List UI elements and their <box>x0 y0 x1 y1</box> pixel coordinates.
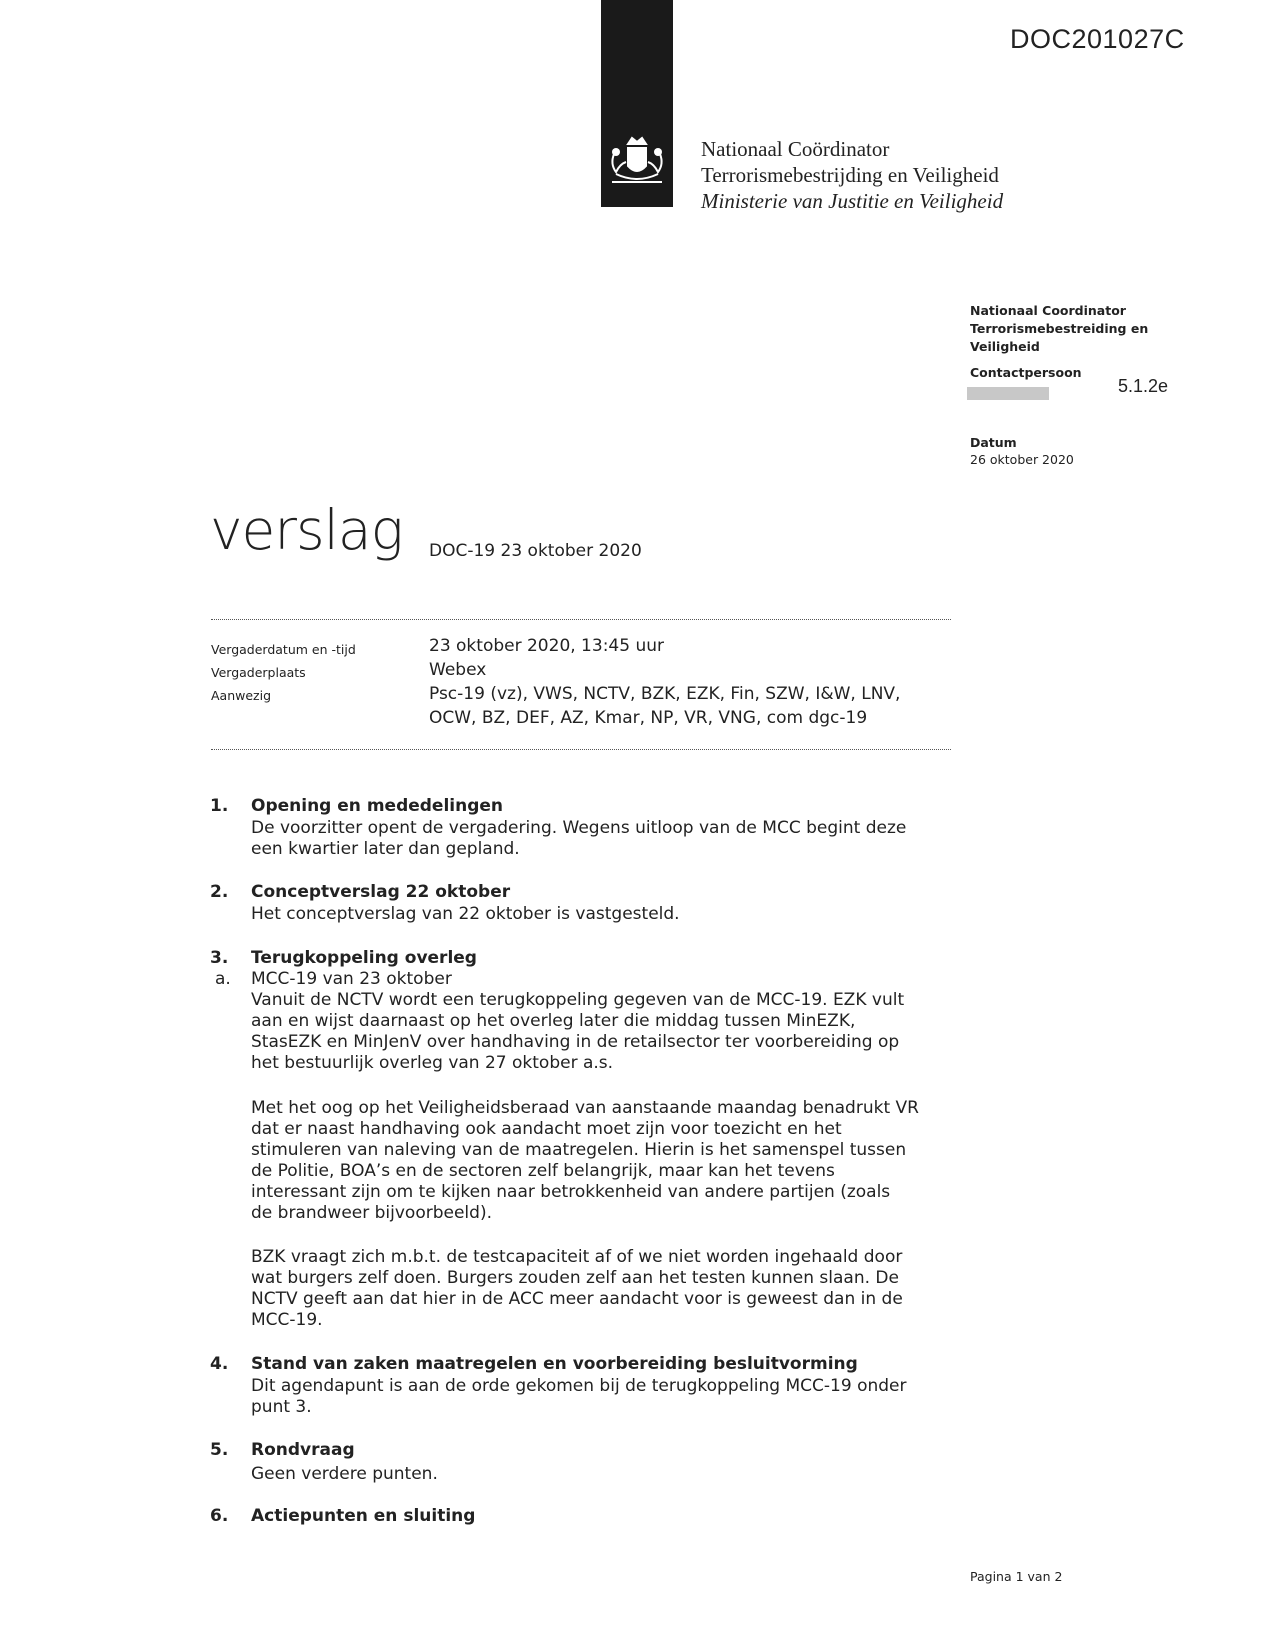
org-name-line2: Terrorismebestrijding en Veiligheid <box>701 163 999 187</box>
coat-of-arms-icon <box>604 134 670 194</box>
item-number: 4. <box>210 1354 229 1374</box>
paragraph-line: de Politie, BOA’s en de sectoren zelf belangrijk, maar kan het tevens <box>251 1161 835 1181</box>
paragraph-line: interessant zijn om te kijken naar betrokkenheid van andere partijen (zoals <box>251 1182 891 1202</box>
item-title-terugkoppeling: Terugkoppeling overleg <box>251 948 477 968</box>
org-name-line1: Nationaal Coördinator <box>701 137 890 161</box>
meta-present-label: Aanwezig <box>211 688 272 703</box>
paragraph-line: aan en wijst daarnaast op het overleg later die middag tussen MinEZK, <box>251 1011 856 1031</box>
meta-place-label: Vergaderplaats <box>211 665 306 680</box>
sidebar-organization: Nationaal Coordinator Terrorismebestreiding en Veiligheid <box>970 303 1149 354</box>
item-title-conceptverslag: Conceptverslag 22 oktober <box>251 882 511 902</box>
item-title-actiepunten: Actiepunten en sluiting <box>251 1506 476 1526</box>
ministry-name: Ministerie van Justitie en Veiligheid <box>701 189 1004 213</box>
item-text-line: Geen verdere punten. <box>251 1464 438 1484</box>
item-number: 6. <box>210 1506 229 1526</box>
item-title-maatregelen: Stand van zaken maatregelen en voorbereiding besluitvorming <box>251 1354 858 1374</box>
meta-present-line1: Psc-19 (vz), VWS, NCTV, BZK, EZK, Fin, SZW, I&W, LNV, <box>429 684 901 704</box>
redaction-block <box>967 387 1049 400</box>
page-number: Pagina 1 van 2 <box>970 1569 1063 1584</box>
item-text-line: Dit agendapunt is aan de orde gekomen bij de terugkoppeling MCC-19 onder <box>251 1376 907 1396</box>
paragraph-line: BZK vraagt zich m.b.t. de testcapaciteit af of we niet worden ingehaald door <box>251 1247 903 1267</box>
meta-date-label: Vergaderdatum en -tijd <box>211 642 356 657</box>
item-number: 2. <box>210 882 229 902</box>
divider-bottom <box>211 749 951 750</box>
paragraph-line: Met het oog op het Veiligheidsberaad van aanstaande maandag benadrukt VR <box>251 1098 919 1118</box>
paragraph-line: Vanuit de NCTV wordt een terugkoppeling gegeven van de MCC-19. EZK vult <box>251 990 905 1010</box>
sub-item-title: MCC-19 van 23 oktober <box>251 969 452 989</box>
item-text-line: De voorzitter opent de vergadering. Wegens uitloop van de MCC begint deze <box>251 818 907 838</box>
sidebar-date-value: 26 oktober 2020 <box>970 452 1074 467</box>
redaction-code: 5.1.2e <box>1118 376 1169 396</box>
paragraph-line: wat burgers zelf doen. Burgers zouden zelf aan het testen kunnen slaan. De <box>251 1268 899 1288</box>
document-code: DOC201027C <box>1010 24 1185 54</box>
paragraph-line: dat er naast handhaving ook aandacht moet zijn voor toezicht en het <box>251 1119 842 1139</box>
item-title-opening: Opening en mededelingen <box>251 796 504 816</box>
sidebar-contact-label: Contactpersoon <box>970 365 1082 380</box>
sub-item-letter: a. <box>215 969 231 989</box>
paragraph-line: NCTV geeft aan dat hier in de ACC meer aandacht voor is geweest dan in de <box>251 1289 903 1309</box>
item-number: 3. <box>210 948 229 968</box>
divider-top <box>211 619 951 620</box>
paragraph-line: de brandweer bijvoorbeeld). <box>251 1203 492 1223</box>
meta-present-line2: OCW, BZ, DEF, AZ, Kmar, NP, VR, VNG, com dgc-19 <box>429 708 868 728</box>
meta-date-value: 23 oktober 2020, 13:45 uur <box>429 636 664 656</box>
paragraph-line: StasEZK en MinJenV over handhaving in de retailsector ter voorbereiding op <box>251 1032 900 1052</box>
paragraph-line: het bestuurlijk overleg van 27 oktober a.s. <box>251 1053 614 1073</box>
document-type-title: verslag <box>210 498 403 562</box>
item-text-line: punt 3. <box>251 1397 312 1417</box>
item-text-line: Het conceptverslag van 22 oktober is vastgesteld. <box>251 904 680 924</box>
sidebar-date-label: Datum <box>970 435 1017 450</box>
item-number: 5. <box>210 1440 229 1460</box>
paragraph-line: MCC-19. <box>251 1310 323 1330</box>
meta-place-value: Webex <box>429 660 487 680</box>
item-title-rondvraag: Rondvraag <box>251 1440 355 1460</box>
item-number: 1. <box>210 796 229 816</box>
item-text-line: een kwartier later dan gepland. <box>251 839 520 859</box>
paragraph-line: stimuleren van naleving van de maatregelen. Hierin is het samenspel tussen <box>251 1140 907 1160</box>
document-subject: DOC-19 23 oktober 2020 <box>429 541 642 561</box>
